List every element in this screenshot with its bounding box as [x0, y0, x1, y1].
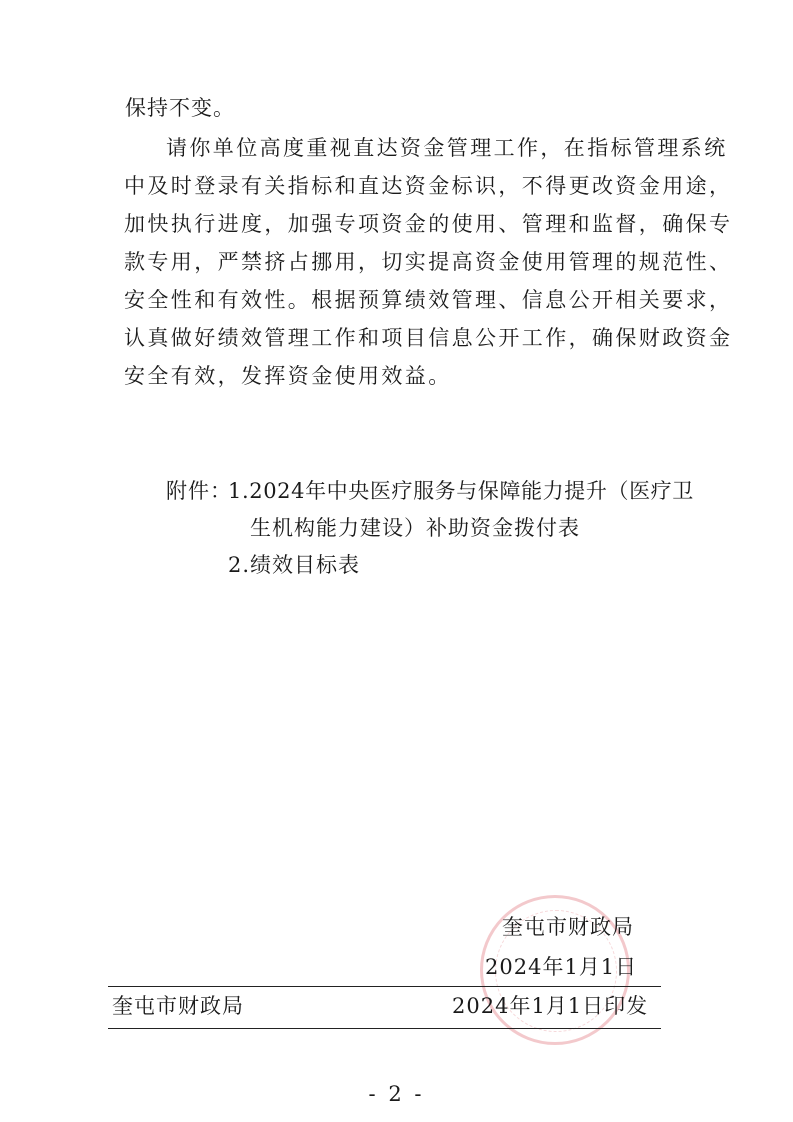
attachment-label: 附件：: [166, 479, 232, 503]
body-line: 加快执行进度，加强专项资金的使用、管理和监督，确保专: [124, 212, 733, 236]
attachment-item-1-cont: 生机构能力建设）补助资金拨付表: [250, 516, 580, 540]
attachment-item-2: 2.绩效目标表: [228, 553, 361, 577]
body-line: 中及时登录有关指标和直达资金标识，不得更改资金用途，: [124, 174, 733, 198]
footer-issuer: 奎屯市财政局: [112, 994, 244, 1018]
body-line: 安全有效，发挥资金使用效益。: [124, 364, 452, 388]
body-line: 款专用，严禁挤占挪用，切实提高资金使用管理的规范性、: [124, 250, 733, 274]
attachment-item-1: 1.2024年中央医疗服务与保障能力提升（医疗卫: [228, 479, 694, 503]
footer-bottom-rule: [108, 1028, 661, 1029]
signature-org: 奎屯市财政局: [502, 915, 634, 939]
page-number: - 2 -: [368, 1082, 425, 1106]
body-line: 认真做好绩效管理工作和项目信息公开工作，确保财政资金: [124, 326, 733, 350]
footer-issue-date: 2024年1月1日印发: [452, 994, 649, 1018]
signature-date: 2024年1月1日: [485, 955, 638, 979]
paragraph-tail: 保持不变。: [125, 96, 235, 120]
body-line: 安全性和有效性。根据预算绩效管理、信息公开相关要求，: [124, 288, 733, 312]
body-line: 请你单位高度重视直达资金管理工作，在指标管理系统: [166, 136, 728, 160]
footer-top-rule: [108, 986, 661, 987]
